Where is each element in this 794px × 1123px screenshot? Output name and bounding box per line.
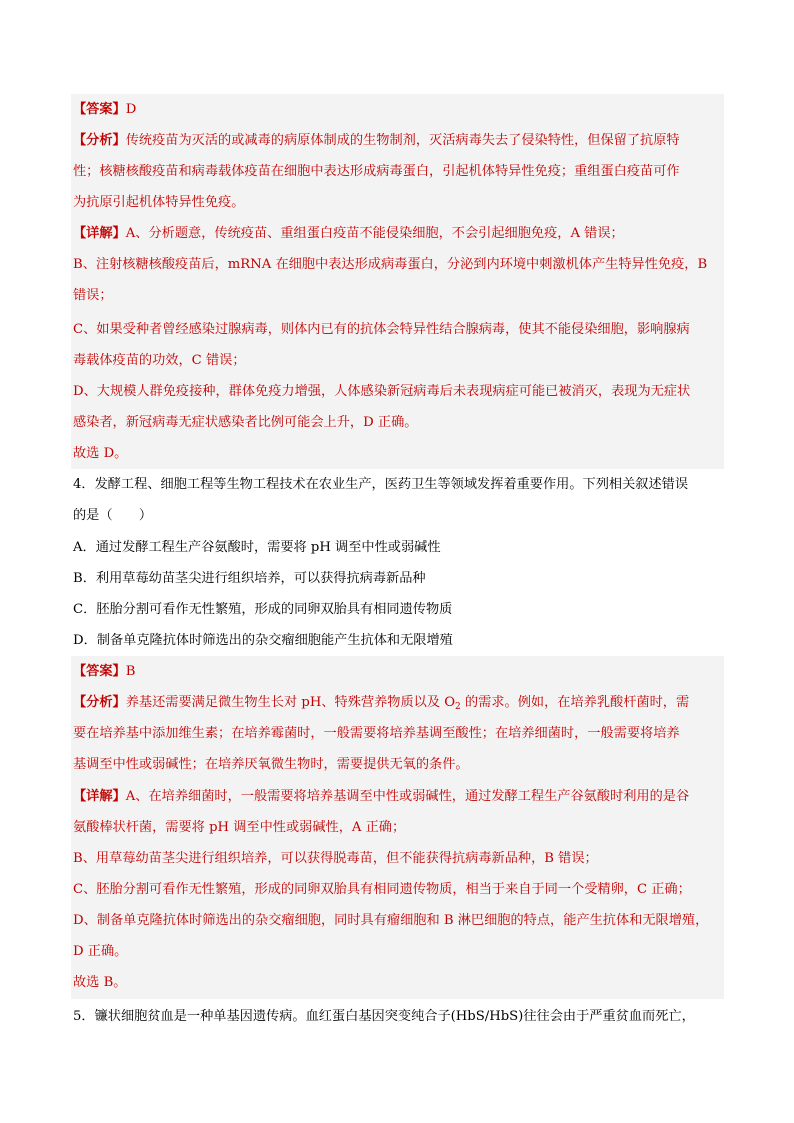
- conclusion-line: 故选 B。: [73, 975, 127, 990]
- answer-value: D: [125, 102, 137, 117]
- detail-line: 【详解】A、分析题意，传统疫苗、重组蛋白疫苗不能侵染细胞，不会引起细胞免疫，A 错误；: [73, 226, 624, 241]
- detail-line: 毒载体疫苗的功效，C 错误；: [73, 353, 246, 368]
- answer-line: [73, 656, 135, 687]
- option-d: D．制备单克隆抗体时筛选出的杂交瘤细胞能产生抗体和无限增殖: [73, 633, 453, 648]
- detail-line: C、胚胎分割可看作无性繁殖，形成的同卵双胎具有相同遗传物质，相当于来自于同一个受精卵，C 正确；: [73, 882, 691, 897]
- option-c: C．胚胎分割可看作无性繁殖，形成的同卵双胎具有相同遗传物质: [73, 602, 453, 617]
- analysis-line: 基调至中性或弱碱性；在培养厌氧微生物时，需要提供无氧的条件。: [73, 757, 469, 772]
- conclusion-line: 故选 D。: [73, 446, 128, 461]
- option-b: B．利用草莓幼苗茎尖进行组织培养，可以获得抗病毒新品种: [73, 571, 426, 586]
- detail-line: D、制备单克隆抗体时筛选出的杂交瘤细胞，同时具有瘤细胞和 B 淋巴细胞的特点，能产生抗体和无限增殖，: [73, 913, 709, 928]
- analysis-line: 【分析】传统疫苗为灭活的或减毒的病原体制成的生物制剂，灭活病毒失去了侵染特性，但保留了抗原特: [73, 133, 680, 148]
- question-stem: 5．镰状细胞贫血是一种单基因遗传病。血红蛋白基因突变纯合子(HbS/HbS)往往会由于严重贫血而死亡，: [73, 1009, 695, 1024]
- analysis-line: 性；核糖核酸疫苗和病毒载体疫苗在细胞中表达形成病毒蛋白，引起机体特异性免疫；重组蛋白疫苗可作: [73, 164, 680, 179]
- analysis-line: 要在培养基中添加维生素；在培养霉菌时，一般需要将培养基调至酸性；在培养细菌时，一般需要将培养: [73, 726, 680, 741]
- detail-line: 错误；: [73, 288, 113, 303]
- detail-line: B、用草莓幼苗茎尖进行组织培养，可以获得脱毒苗，但不能获得抗病毒新品种，B 错误；: [73, 851, 598, 866]
- answer-tag: 【答案】: [73, 664, 126, 679]
- analysis-tag: 【分析】: [73, 695, 126, 710]
- detail-tag: 【详解】: [73, 226, 126, 241]
- analysis-tag: 【分析】: [73, 133, 126, 148]
- analysis-line: 为抗原引起机体特异性免疫。: [73, 195, 245, 210]
- detail-line: 【详解】A、在培养细菌时，一般需要将培养基调至中性或弱碱性，通过发酵工程生产谷氨酸时利用的是谷: [73, 789, 690, 804]
- question-stem: 的是（ ）: [73, 508, 153, 523]
- detail-line: 氨酸棒状杆菌，需要将 pH 调至中性或弱碱性，A 正确；: [73, 820, 406, 835]
- answer-value: B: [125, 664, 136, 679]
- detail-line: 感染者，新冠病毒无症状感染者比例可能会上升，D 正确。: [73, 415, 418, 430]
- detail-line: C、如果受种者曾经感染过腺病毒，则体内已有的抗体会特异性结合腺病毒，使其不能侵染细胞，影响腺病: [73, 322, 690, 337]
- detail-line: D 正确。: [73, 944, 128, 959]
- detail-tag: 【详解】: [73, 789, 126, 804]
- analysis-line: 【分析】养基还需要满足微生物生长对 pH、特殊营养物质以及 $O_2$ 的需求。例如，在培养乳酸杆菌时，需: [73, 695, 690, 712]
- question-stem: 4．发酵工程、细胞工程等生物工程技术在农业生产，医药卫生等领域发挥着重要作用。下列相关叙述错误: [73, 477, 689, 492]
- detail-line: B、注射核糖核酸疫苗后，mRNA 在细胞中表达形成病毒蛋白，分泌到内环境中刺激机体产生特异性免疫，B: [73, 257, 708, 272]
- answer-tag: 【答案】: [73, 102, 126, 117]
- answer-line: [73, 94, 136, 125]
- option-a: A．通过发酵工程生产谷氨酸时，需要将 pH 调至中性或弱碱性: [73, 540, 441, 555]
- detail-line: D、大规模人群免疫接种，群体免疫力增强，人体感染新冠病毒后未表现病症可能已被消灭，表现为无症状: [73, 384, 691, 399]
